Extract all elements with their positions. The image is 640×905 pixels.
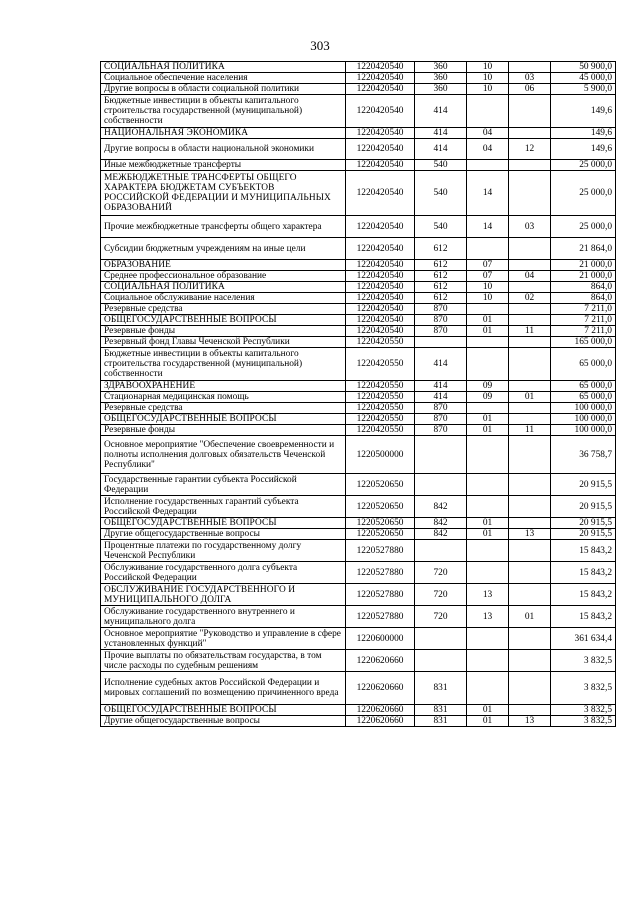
row-sum-cell: 100 000,0 (551, 414, 616, 425)
row-sum-cell: 25 000,0 (551, 160, 616, 171)
row-vr-cell: 831 (415, 672, 467, 705)
table-row (101, 128, 616, 139)
row-vr-cell: 842 (415, 496, 467, 518)
row-rz-cell (467, 540, 509, 562)
row-sum-cell: 361 634,4 (551, 628, 616, 650)
row-name-cell: Субсидии бюджетным учреждениям на иные цели (101, 238, 346, 260)
row-pr-cell (509, 95, 551, 128)
row-name-cell: СОЦИАЛЬНАЯ ПОЛИТИКА (101, 282, 346, 293)
row-rz-cell: 09 (467, 392, 509, 403)
table-row (101, 540, 616, 562)
row-pr-cell (509, 474, 551, 496)
row-sum-cell: 3 832,5 (551, 716, 616, 727)
row-vr-cell (415, 650, 467, 672)
row-name-cell: Другие вопросы в области национальной экономики (101, 139, 346, 160)
row-sum-cell: 864,0 (551, 293, 616, 304)
row-sum-cell: 25 000,0 (551, 171, 616, 216)
table-row (101, 716, 616, 727)
row-vr-cell: 831 (415, 716, 467, 727)
row-pr-cell (509, 337, 551, 348)
row-csr-cell: 1220420540 (346, 73, 415, 84)
table-row (101, 160, 616, 171)
row-csr-cell: 1220620660 (346, 705, 415, 716)
row-pr-cell: 03 (509, 73, 551, 84)
row-vr-cell: 870 (415, 304, 467, 315)
row-sum-cell: 65 000,0 (551, 381, 616, 392)
row-rz-cell: 01 (467, 414, 509, 425)
row-pr-cell (509, 540, 551, 562)
row-vr-cell (415, 540, 467, 562)
row-sum-cell: 7 211,0 (551, 315, 616, 326)
row-rz-cell (467, 436, 509, 474)
row-rz-cell (467, 238, 509, 260)
row-csr-cell: 1220420540 (346, 238, 415, 260)
table-row (101, 62, 616, 73)
row-sum-cell: 5 900,0 (551, 84, 616, 95)
row-rz-cell (467, 304, 509, 315)
row-csr-cell: 1220520650 (346, 496, 415, 518)
row-sum-cell: 149,6 (551, 128, 616, 139)
row-name-cell: Основное мероприятие "Обеспечение своевременности и полноты исполнения долговых обязательств Чеченской Республики" (101, 436, 346, 474)
row-vr-cell: 414 (415, 139, 467, 160)
row-csr-cell: 1220527880 (346, 584, 415, 606)
table-row (101, 403, 616, 414)
row-pr-cell (509, 282, 551, 293)
row-rz-cell: 10 (467, 84, 509, 95)
row-csr-cell: 1220420540 (346, 260, 415, 271)
row-sum-cell: 15 843,2 (551, 606, 616, 628)
row-name-cell: Государственные гарантии субъекта Российской Федерации (101, 474, 346, 496)
row-pr-cell (509, 160, 551, 171)
row-vr-cell: 612 (415, 293, 467, 304)
row-name-cell: Прочие межбюджетные трансферты общего характера (101, 216, 346, 238)
row-pr-cell: 13 (509, 529, 551, 540)
row-csr-cell: 1220420540 (346, 315, 415, 326)
row-pr-cell: 06 (509, 84, 551, 95)
row-rz-cell: 01 (467, 529, 509, 540)
row-sum-cell: 45 000,0 (551, 73, 616, 84)
table-row (101, 337, 616, 348)
row-pr-cell (509, 171, 551, 216)
row-vr-cell: 720 (415, 606, 467, 628)
row-sum-cell: 20 915,5 (551, 496, 616, 518)
row-vr-cell (415, 628, 467, 650)
row-vr-cell: 414 (415, 392, 467, 403)
row-vr-cell (415, 474, 467, 496)
row-pr-cell (509, 381, 551, 392)
row-csr-cell: 1220527880 (346, 562, 415, 584)
table-row (101, 73, 616, 84)
table-row (101, 496, 616, 518)
row-sum-cell: 165 000,0 (551, 337, 616, 348)
row-name-cell: Обслуживание государственного внутреннего и муниципального долга (101, 606, 346, 628)
row-name-cell: Исполнение государственных гарантий субъекта Российской Федерации (101, 496, 346, 518)
row-name-cell: Другие общегосударственные вопросы (101, 716, 346, 727)
table-row (101, 529, 616, 540)
row-sum-cell: 21 000,0 (551, 260, 616, 271)
table-row (101, 282, 616, 293)
row-sum-cell: 65 000,0 (551, 392, 616, 403)
row-pr-cell (509, 304, 551, 315)
row-pr-cell (509, 518, 551, 529)
row-sum-cell: 3 832,5 (551, 650, 616, 672)
row-name-cell: Резервные средства (101, 304, 346, 315)
row-vr-cell: 540 (415, 171, 467, 216)
row-vr-cell: 870 (415, 414, 467, 425)
row-pr-cell (509, 496, 551, 518)
row-sum-cell: 36 758,7 (551, 436, 616, 474)
budget-table-body (101, 62, 616, 727)
table-row (101, 171, 616, 216)
row-pr-cell: 13 (509, 716, 551, 727)
table-row (101, 293, 616, 304)
row-pr-cell: 01 (509, 606, 551, 628)
row-sum-cell: 149,6 (551, 139, 616, 160)
row-name-cell: СОЦИАЛЬНАЯ ПОЛИТИКА (101, 62, 346, 73)
row-vr-cell: 540 (415, 216, 467, 238)
row-rz-cell: 09 (467, 381, 509, 392)
table-row (101, 705, 616, 716)
row-sum-cell: 100 000,0 (551, 425, 616, 436)
row-vr-cell (415, 436, 467, 474)
row-rz-cell (467, 474, 509, 496)
table-row (101, 436, 616, 474)
row-sum-cell: 50 900,0 (551, 62, 616, 73)
row-vr-cell: 720 (415, 584, 467, 606)
row-name-cell: МЕЖБЮДЖЕТНЫЕ ТРАНСФЕРТЫ ОБЩЕГО ХАРАКТЕРА БЮДЖЕТАМ СУБЪЕКТОВ РОССИЙСКОЙ ФЕДЕРАЦИИ И МУНИЦИПАЛЬНЫХ ОБРАЗОВАНИЙ (101, 171, 346, 216)
row-sum-cell: 20 915,5 (551, 474, 616, 496)
row-vr-cell: 612 (415, 271, 467, 282)
row-vr-cell: 360 (415, 62, 467, 73)
row-name-cell: НАЦИОНАЛЬНАЯ ЭКОНОМИКА (101, 128, 346, 139)
row-name-cell: ОБЩЕГОСУДАРСТВЕННЫЕ ВОПРОСЫ (101, 518, 346, 529)
row-csr-cell: 1220420540 (346, 95, 415, 128)
row-csr-cell: 1220420550 (346, 414, 415, 425)
row-name-cell: Исполнение судебных актов Российской Федерации и мировых соглашений по возмещению причиненного вреда (101, 672, 346, 705)
row-pr-cell: 12 (509, 139, 551, 160)
row-vr-cell: 360 (415, 84, 467, 95)
row-sum-cell: 149,6 (551, 95, 616, 128)
row-rz-cell: 13 (467, 584, 509, 606)
row-csr-cell: 1220527880 (346, 606, 415, 628)
row-pr-cell (509, 584, 551, 606)
row-name-cell: ОБЩЕГОСУДАРСТВЕННЫЕ ВОПРОСЫ (101, 414, 346, 425)
row-rz-cell: 07 (467, 260, 509, 271)
table-row (101, 139, 616, 160)
row-sum-cell: 25 000,0 (551, 216, 616, 238)
row-rz-cell (467, 403, 509, 414)
row-csr-cell: 1220420540 (346, 293, 415, 304)
row-name-cell: ОБСЛУЖИВАНИЕ ГОСУДАРСТВЕННОГО И МУНИЦИПАЛЬНОГО ДОЛГА (101, 584, 346, 606)
row-rz-cell: 01 (467, 326, 509, 337)
row-vr-cell: 414 (415, 95, 467, 128)
row-rz-cell (467, 95, 509, 128)
table-row (101, 584, 616, 606)
row-sum-cell: 7 211,0 (551, 304, 616, 315)
row-sum-cell: 20 915,5 (551, 518, 616, 529)
row-pr-cell (509, 628, 551, 650)
row-name-cell: Бюджетные инвестиции в объекты капитального строительства государственной (муниципальной) собственности (101, 95, 346, 128)
row-sum-cell: 864,0 (551, 282, 616, 293)
page-number: 303 (310, 38, 330, 53)
row-pr-cell: 04 (509, 271, 551, 282)
row-pr-cell (509, 260, 551, 271)
row-csr-cell: 1220420540 (346, 271, 415, 282)
row-rz-cell: 01 (467, 716, 509, 727)
row-vr-cell: 870 (415, 425, 467, 436)
row-csr-cell: 1220420540 (346, 84, 415, 95)
row-csr-cell: 1220420540 (346, 171, 415, 216)
row-pr-cell (509, 414, 551, 425)
row-rz-cell (467, 337, 509, 348)
row-csr-cell: 1220420550 (346, 425, 415, 436)
row-rz-cell: 13 (467, 606, 509, 628)
row-name-cell: ОБРАЗОВАНИЕ (101, 260, 346, 271)
budget-table (100, 61, 616, 727)
row-pr-cell (509, 650, 551, 672)
table-row (101, 606, 616, 628)
row-csr-cell: 1220620660 (346, 672, 415, 705)
row-csr-cell: 1220420550 (346, 403, 415, 414)
row-name-cell: Стационарная медицинская помощь (101, 392, 346, 403)
row-rz-cell: 04 (467, 139, 509, 160)
row-name-cell: ЗДРАВООХРАНЕНИЕ (101, 381, 346, 392)
table-row (101, 238, 616, 260)
row-csr-cell: 1220420550 (346, 392, 415, 403)
row-rz-cell (467, 650, 509, 672)
row-vr-cell: 540 (415, 160, 467, 171)
row-csr-cell: 1220420540 (346, 216, 415, 238)
row-pr-cell: 11 (509, 425, 551, 436)
row-rz-cell (467, 562, 509, 584)
row-pr-cell (509, 128, 551, 139)
row-rz-cell: 10 (467, 282, 509, 293)
row-csr-cell: 1220420540 (346, 160, 415, 171)
row-pr-cell (509, 705, 551, 716)
table-row (101, 315, 616, 326)
row-sum-cell: 15 843,2 (551, 584, 616, 606)
row-csr-cell: 1220620660 (346, 650, 415, 672)
row-rz-cell: 14 (467, 216, 509, 238)
row-csr-cell: 1220420540 (346, 139, 415, 160)
row-pr-cell (509, 436, 551, 474)
row-rz-cell: 01 (467, 315, 509, 326)
row-pr-cell (509, 403, 551, 414)
table-row (101, 84, 616, 95)
table-row (101, 414, 616, 425)
row-rz-cell: 07 (467, 271, 509, 282)
table-row (101, 271, 616, 282)
row-csr-cell: 1220420540 (346, 326, 415, 337)
row-csr-cell: 1220420550 (346, 381, 415, 392)
row-pr-cell (509, 238, 551, 260)
row-vr-cell: 414 (415, 128, 467, 139)
row-csr-cell: 1220420540 (346, 304, 415, 315)
row-sum-cell: 15 843,2 (551, 540, 616, 562)
table-row (101, 425, 616, 436)
table-row (101, 326, 616, 337)
row-csr-cell: 1220520650 (346, 518, 415, 529)
row-vr-cell: 720 (415, 562, 467, 584)
table-row (101, 672, 616, 705)
table-row (101, 260, 616, 271)
row-csr-cell: 1220520650 (346, 474, 415, 496)
row-name-cell: Иные межбюджетные трансферты (101, 160, 346, 171)
row-csr-cell: 1220420540 (346, 282, 415, 293)
row-name-cell: Резервные фонды (101, 326, 346, 337)
row-sum-cell: 3 832,5 (551, 672, 616, 705)
row-vr-cell: 842 (415, 529, 467, 540)
row-rz-cell (467, 628, 509, 650)
row-pr-cell (509, 348, 551, 381)
row-pr-cell (509, 672, 551, 705)
row-name-cell: ОБЩЕГОСУДАРСТВЕННЫЕ ВОПРОСЫ (101, 315, 346, 326)
row-rz-cell: 10 (467, 73, 509, 84)
row-vr-cell: 842 (415, 518, 467, 529)
row-vr-cell (415, 337, 467, 348)
row-name-cell: Другие вопросы в области социальной политики (101, 84, 346, 95)
row-name-cell: Резервный фонд Главы Чеченской Республики (101, 337, 346, 348)
row-name-cell: Обслуживание государственного долга субъекта Российской Федерации (101, 562, 346, 584)
row-rz-cell (467, 348, 509, 381)
row-vr-cell: 360 (415, 73, 467, 84)
row-pr-cell: 02 (509, 293, 551, 304)
table-row (101, 95, 616, 128)
row-name-cell: Резервные фонды (101, 425, 346, 436)
row-name-cell: Процентные платежи по государственному долгу Чеченской Республики (101, 540, 346, 562)
table-row (101, 304, 616, 315)
row-rz-cell: 01 (467, 518, 509, 529)
row-name-cell: Среднее профессиональное образование (101, 271, 346, 282)
table-row (101, 216, 616, 238)
row-pr-cell (509, 562, 551, 584)
row-sum-cell: 20 915,5 (551, 529, 616, 540)
row-sum-cell: 21 000,0 (551, 271, 616, 282)
row-name-cell: Социальное обеспечение населения (101, 73, 346, 84)
row-pr-cell (509, 62, 551, 73)
table-row (101, 381, 616, 392)
row-pr-cell (509, 315, 551, 326)
table-row (101, 628, 616, 650)
row-vr-cell: 870 (415, 403, 467, 414)
row-csr-cell: 1220420550 (346, 348, 415, 381)
row-name-cell: Резервные средства (101, 403, 346, 414)
row-name-cell: Прочие выплаты по обязательствам государства, в том числе расходы по судебным решениям (101, 650, 346, 672)
row-pr-cell: 03 (509, 216, 551, 238)
row-vr-cell: 612 (415, 238, 467, 260)
row-vr-cell: 831 (415, 705, 467, 716)
row-name-cell: Социальное обслуживание населения (101, 293, 346, 304)
row-name-cell: Другие общегосударственные вопросы (101, 529, 346, 540)
row-sum-cell: 21 864,0 (551, 238, 616, 260)
row-rz-cell: 10 (467, 62, 509, 73)
table-row (101, 474, 616, 496)
row-sum-cell: 3 832,5 (551, 705, 616, 716)
row-vr-cell: 870 (415, 315, 467, 326)
row-csr-cell: 1220500000 (346, 436, 415, 474)
table-row (101, 518, 616, 529)
row-pr-cell: 11 (509, 326, 551, 337)
row-vr-cell: 414 (415, 348, 467, 381)
row-name-cell: Основное мероприятие "Руководство и управление в сфере установленных функций" (101, 628, 346, 650)
row-sum-cell: 7 211,0 (551, 326, 616, 337)
row-csr-cell: 1220620660 (346, 716, 415, 727)
row-sum-cell: 100 000,0 (551, 403, 616, 414)
table-row (101, 392, 616, 403)
row-rz-cell: 01 (467, 705, 509, 716)
table-row (101, 348, 616, 381)
row-vr-cell: 870 (415, 326, 467, 337)
row-rz-cell: 01 (467, 425, 509, 436)
row-csr-cell: 1220600000 (346, 628, 415, 650)
row-rz-cell (467, 496, 509, 518)
row-sum-cell: 65 000,0 (551, 348, 616, 381)
row-csr-cell: 1220420540 (346, 62, 415, 73)
row-csr-cell: 1220420550 (346, 337, 415, 348)
row-csr-cell: 1220420540 (346, 128, 415, 139)
row-sum-cell: 15 843,2 (551, 562, 616, 584)
row-vr-cell: 612 (415, 282, 467, 293)
row-rz-cell: 04 (467, 128, 509, 139)
row-csr-cell: 1220520650 (346, 529, 415, 540)
table-row (101, 650, 616, 672)
row-rz-cell: 10 (467, 293, 509, 304)
table-row (101, 562, 616, 584)
row-pr-cell: 01 (509, 392, 551, 403)
row-csr-cell: 1220527880 (346, 540, 415, 562)
row-name-cell: Бюджетные инвестиции в объекты капитального строительства государственной (муниципальной) собственности (101, 348, 346, 381)
row-vr-cell: 612 (415, 260, 467, 271)
row-rz-cell (467, 672, 509, 705)
row-rz-cell (467, 160, 509, 171)
row-rz-cell: 14 (467, 171, 509, 216)
row-vr-cell: 414 (415, 381, 467, 392)
row-name-cell: ОБЩЕГОСУДАРСТВЕННЫЕ ВОПРОСЫ (101, 705, 346, 716)
